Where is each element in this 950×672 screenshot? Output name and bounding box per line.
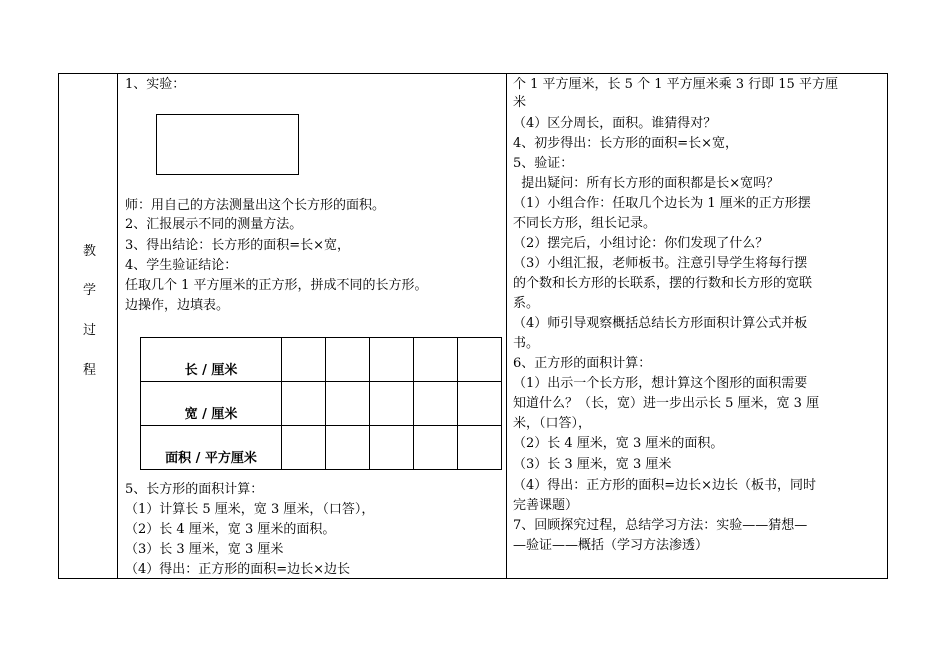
text-line: 米，（口答）， [513,416,592,431]
text-line: 5、长方形的面积计算： [125,482,264,497]
text-line: 5、验证： [513,156,574,171]
text-line: 米 [513,95,527,110]
text-line: （3）小组汇报，老师板书。注意引导学生将每行摆 [513,256,808,271]
text-line: 2、汇报展示不同的测量方法。 [125,217,303,232]
text-line: （3）长 3 厘米，宽 3 厘米 [513,457,672,472]
row-header: 长 / 厘米 [141,338,282,382]
text-line: （2）摆完后，小组讨论：你们发现了什么？ [513,236,769,251]
text-line: （2）长 4 厘米，宽 3 厘米的面积。 [125,522,336,537]
table-cell [370,382,414,426]
side-char: 教 [83,244,97,259]
text-line: 提出疑问：所有长方形的面积都是长×宽吗？ [513,176,780,191]
text-line: 的个数和长方形的长联系，摆的行数和长方形的宽联 [513,276,813,291]
table-cell [370,338,414,382]
text-line: 1、实验： [125,77,186,92]
table-row [141,382,502,426]
column-divider [506,74,507,578]
table-cell [458,338,502,382]
text-line: （4）师引导观察概括总结长方形面积计算公式并板 [513,316,808,331]
text-line: （1）计算长 5 厘米，宽 3 厘米，（口答）， [125,502,375,517]
table-cell [326,382,370,426]
text-line: 6、正方形的面积计算： [513,356,652,371]
text-line: 7、回顾探究过程，总结学习方法：实验——猜想— [513,518,808,533]
text-line: 系。 [513,296,540,311]
record-table [140,337,502,470]
lesson-table [58,73,888,579]
table-cell [326,338,370,382]
text-line: 任取几个 1 平方厘米的正方形，拼成不同的长方形。 [125,278,428,293]
table-cell [458,426,502,470]
table-row [141,426,502,470]
text-line: 边操作，边填表。 [125,298,230,313]
text-line: （3）长 3 厘米，宽 3 厘米 [125,542,284,557]
text-line: （1）出示一个长方形，想计算这个图形的面积需要 [513,376,808,391]
text-line: 书。 [513,336,540,351]
side-char: 过 [83,323,97,338]
table-cell [414,382,458,426]
side-char: 学 [83,283,97,298]
side-label [59,74,117,578]
row-header: 宽 / 厘米 [141,382,282,426]
table-cell [326,426,370,470]
table-cell [458,382,502,426]
text-line: （4）得出：正方形的面积=边长×边长（板书，同时 [513,478,817,493]
text-line: 知道什么？（长，宽）进一步出示长 5 厘米，宽 3 厘 [513,396,820,411]
text-line: 3、得出结论：长方形的面积=长×宽， [125,238,351,253]
table-cell [414,338,458,382]
experiment-rectangle [156,114,299,175]
text-line: —验证——概括（学习方法渗透） [513,538,709,553]
side-char: 程 [83,363,97,378]
text-line: 不同长方形，组长记录。 [513,216,657,231]
text-line: （4）区分周长，面积。谁猜得对？ [513,116,717,131]
text-line: （1）小组合作：任取几个边长为 1 厘米的正方形摆 [513,196,811,211]
text-line: （4）得出：正方形的面积=边长×边长 [125,562,351,577]
text-line: 4、学生验证结论： [125,258,238,273]
table-cell [282,426,326,470]
text-line: 4、初步得出：长方形的面积=长×宽， [513,136,739,151]
text-line: （2）长 4 厘米，宽 3 厘米的面积。 [513,436,724,451]
table-cell [370,426,414,470]
table-row [141,338,502,382]
text-line: 师：用自己的方法测量出这个长方形的面积。 [125,198,386,213]
table-cell [282,382,326,426]
table-cell [414,426,458,470]
row-header: 面积 / 平方厘米 [141,426,282,470]
table-cell [282,338,326,382]
text-line: 个 1 平方厘米，长 5 个 1 平方厘米乘 3 行即 15 平方厘 [513,77,838,92]
column-divider [117,74,118,578]
text-line: 完善课题） [513,498,579,513]
